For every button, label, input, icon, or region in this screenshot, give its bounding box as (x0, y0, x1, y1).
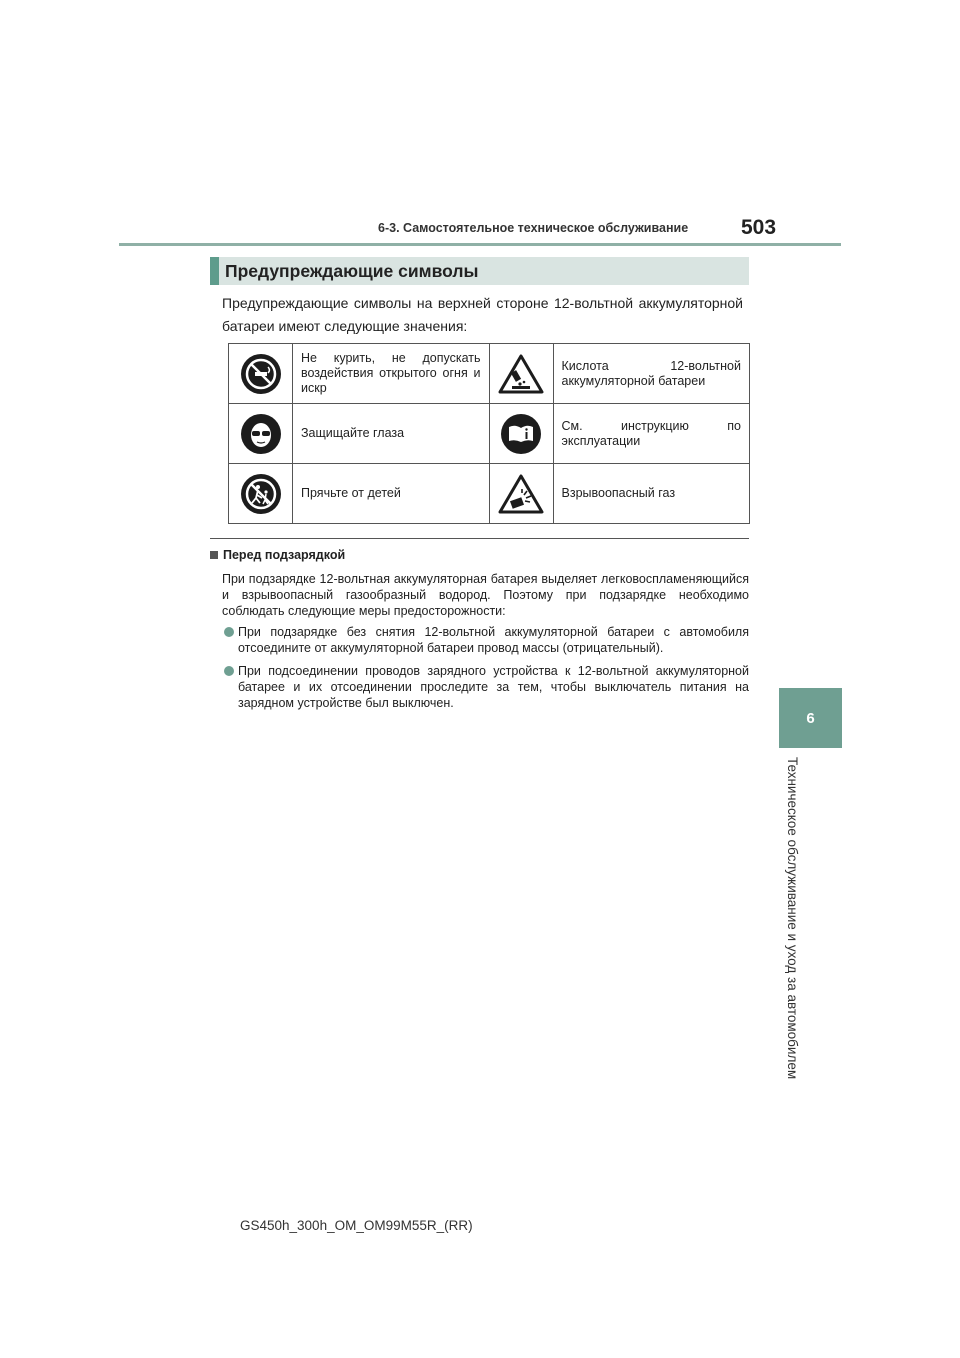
list-item (224, 624, 749, 656)
chapter-number: 6 (806, 709, 815, 727)
symbol-description: Взрывоопасный газ (553, 464, 750, 524)
no-smoking-icon (241, 354, 281, 394)
keep-from-children-icon (241, 474, 281, 514)
acid-warning-icon (498, 353, 544, 395)
eye-protection-icon (241, 414, 281, 454)
page-number: 503 (741, 216, 777, 239)
icon-cell (489, 404, 553, 464)
symbol-description: См. инструкцию по эксплуатации (553, 404, 750, 464)
icon-cell (229, 464, 293, 524)
list-item-text: При подзарядке без снятия 12-вольтной аккумуляторной батареи с автомобиля отсоедините от аккумуляторной батареи провод массы (отрицательный). (238, 625, 749, 655)
chapter-tab[interactable] (779, 688, 842, 748)
header-rule (119, 243, 841, 246)
charging-heading-text: Перед подзарядкой (223, 548, 346, 562)
charging-paragraph: При подзарядке 12-вольтная аккумуляторная батарея выделяет легковоспламеняющийся и взрывоопасный газообразный водород. Поэтому при подзарядке необходимо соблюдать следующие меры предосторожности: (222, 572, 749, 618)
symbol-description: Защищайте глаза (293, 404, 490, 464)
bullet-dot-icon (224, 627, 234, 637)
symbol-description: Кислота 12-вольтной аккумуляторной батареи (553, 344, 750, 404)
bullet-dot-icon (224, 666, 234, 676)
section-divider (210, 538, 749, 539)
table-row (229, 404, 750, 464)
icon-cell (489, 344, 553, 404)
square-bullet-icon (210, 551, 218, 559)
intro-text: Предупреждающие символы на верхней стороне 12-вольтной аккумуляторной батареи имеют следующие значения: (222, 295, 743, 334)
symbol-description: Прячьте от детей (293, 464, 490, 524)
table-row (229, 344, 750, 404)
section-heading-text: Предупреждающие символы (225, 260, 479, 281)
icon-cell (229, 404, 293, 464)
list-item-text: При подсоединении проводов зарядного устройства к 12-вольтной аккумуляторной батарее и их отсоединении проследите за тем, чтобы выключатель питания на зарядном устройстве был выключен. (238, 664, 749, 710)
explosive-gas-icon (498, 473, 544, 515)
table-row (229, 464, 750, 524)
document-code: GS450h_300h_OM_OM99M55R_(RR) (240, 1218, 473, 1233)
section-heading (210, 257, 749, 285)
warning-symbols-table (228, 343, 750, 524)
symbol-description: Не курить, не допускать воздействия открытого огня и искр (293, 344, 490, 404)
chapter-side-title: Техническое обслуживание и уход за автомобилем (785, 757, 800, 1080)
list-item (224, 663, 749, 711)
charging-heading (210, 548, 345, 562)
icon-cell (229, 344, 293, 404)
read-manual-icon (501, 414, 541, 454)
icon-cell (489, 464, 553, 524)
running-header-title: 6-3. Самостоятельное техническое обслуживание (378, 221, 689, 235)
